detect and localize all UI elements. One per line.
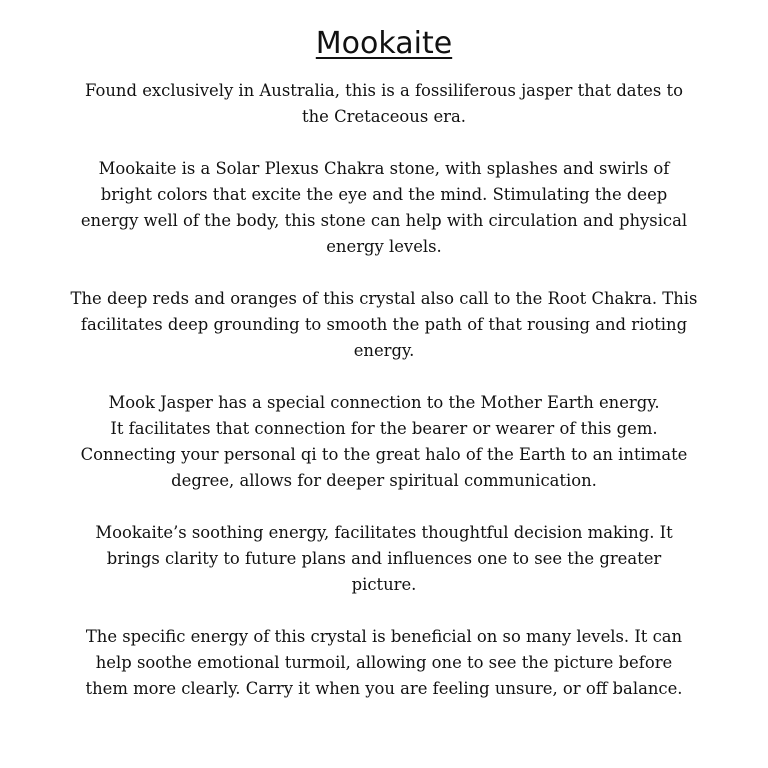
text-line: It facilitates that connection for the bearer or wearer of this gem. — [110, 419, 658, 438]
text-line: Mookaite is a Solar Plexus Chakra stone, with splashes and swirls of — [98, 159, 670, 178]
text-line: bright colors that excite the eye and the mind. Stimulating the deep — [100, 185, 668, 204]
paragraph-solar-plexus — [64, 156, 704, 260]
text-line: degree, allows for deeper spiritual communication. — [171, 471, 597, 490]
text-line: Found exclusively in Australia, this is a fossiliferous jasper that dates to — [85, 81, 683, 100]
paragraph-decision-making — [64, 520, 704, 598]
paragraph-origin — [64, 78, 704, 130]
text-line: brings clarity to future plans and influences one to see the greater — [106, 549, 662, 568]
text-line: the Cretaceous era. — [302, 107, 466, 126]
text-line: The deep reds and oranges of this crystal also call to the Root Chakra. This — [70, 289, 698, 308]
text-line: Mookaite’s soothing energy, facilitates thoughtful decision making. It — [95, 523, 673, 542]
text-line: energy levels. — [326, 237, 442, 256]
text-line: help soothe emotional turmoil, allowing one to see the picture before — [95, 653, 673, 672]
paragraph-balance — [64, 624, 704, 702]
text-line: The specific energy of this crystal is beneficial on so many levels. It can — [85, 627, 683, 646]
text-line: Connecting your personal qi to the great halo of the Earth to an intimate — [80, 445, 688, 464]
paragraph-mother-earth — [64, 390, 704, 494]
text-line: facilitates deep grounding to smooth the path of that rousing and rioting — [80, 315, 688, 334]
text-line: picture. — [351, 575, 417, 594]
text-line: them more clearly. Carry it when you are feeling unsure, or off balance. — [85, 679, 683, 698]
text-line: Mook Jasper has a special connection to the Mother Earth energy. — [108, 393, 660, 412]
page-title: Mookaite — [315, 26, 453, 61]
paragraph-root-chakra — [64, 286, 704, 364]
text-line: energy. — [353, 341, 415, 360]
body-text — [64, 78, 704, 728]
text-line: energy well of the body, this stone can help with circulation and physical — [80, 211, 688, 230]
